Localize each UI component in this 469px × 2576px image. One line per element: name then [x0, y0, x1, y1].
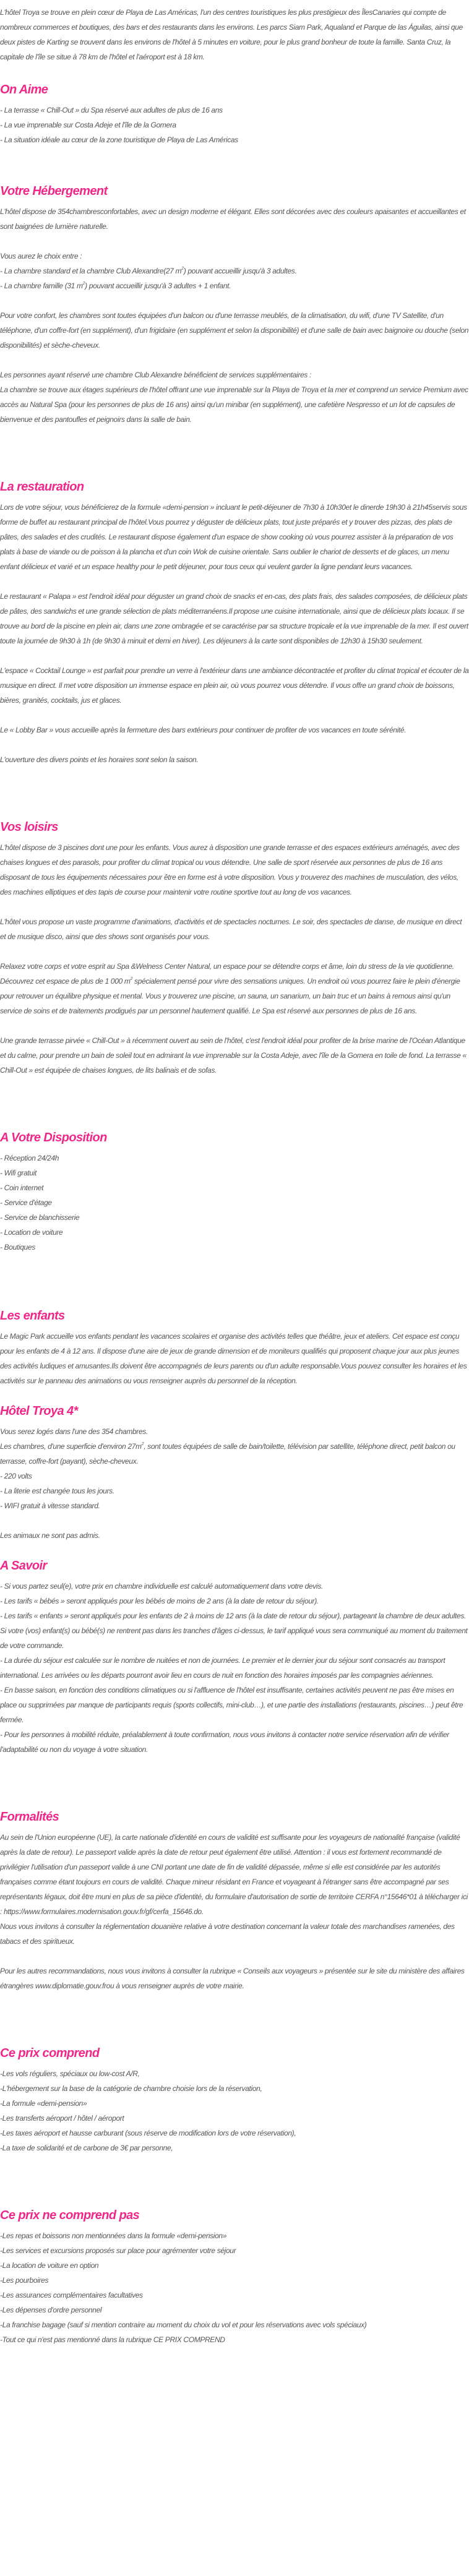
list-item: -Les taxes aéroport et hausse carburant (sous réserve de modification lors de votre réservation), [0, 2129, 296, 2137]
superscript: 2 [130, 977, 133, 981]
list-item: - La terrasse « Chill-Out » du Spa réservé aux adultes de plus de 16 ans [0, 106, 223, 114]
list-item: -Les transferts aéroport / hôtel / aéroport [0, 2114, 124, 2123]
paragraph: - La durée du séjour est calculée sur le nombre de nuitées et non de journées. Le premier et le dernier jour du séjour sont consacrés au transport international. Les arrivées ou les départs pourront avoir lieu en cours de nuit en fonction des horaires imposés par les compagnies aériennes. [0, 1656, 445, 1680]
paragraph: L'hôtel vous propose un vaste programme d'animations, d'activités et de spectacles nocturnes. Le soir, des spectacles de danse, de musique en direct et de musique disco, ainsi que des shows sont organisés pour vous. [0, 917, 462, 941]
list-item: - Boutiques [0, 1243, 35, 1252]
list-item: - Wifi gratuit [0, 1169, 37, 1177]
paragraph: L'ouverture des divers points et les horaires sont selon la saison. [0, 755, 199, 764]
paragraph: L'hôtel dispose de 3 piscines dont une pour les enfants. Vous aurez à disposition une grande terrasse et des espaces extérieurs aménagés, avec des chaises longues et des parasols, pour profiter du climat tropical ou vous détendre. Une salle de sport réservée aux personnes de plus de 16 ans disposant de tous les équipements nécessaires pour être en forme est à votre disposition. Vous y trouverez des machines de musculation, des vélos, des machines elliptiques et des tapis de course pour maintenir votre routine sportive tout au long de vos vacances. [0, 843, 460, 896]
list-item: - Location de voiture [0, 1228, 63, 1237]
disposition-section [0, 1128, 469, 1255]
paragraph: Au sein de l'Union européenne (UE), la carte nationale d'identité en cours de validité est suffisante pour les voyageurs de nationalité française (validité après la date de retour). Le passeport valide après la date de retour peut également être utilisé. Attention : il vous est fortement recommandé de privilégier l'utilisation d'un passeport valide à une CNI portant une date de fin de validité dépassée, même si elle est considérée par les autorités françaises comme étant toujours en cours de validité. Chaque mineur résidant en France et voyageant à l'étranger sans être accompagné par ses représentants légaux, doit être muni en plus de sa pièce d'identité, du formulaire d'autorisation de sortie de territoire CERFA n°15646*01 à télécharger ici : https://www.formulaires.modernisation.gouv.fr/gf/cerfa_15646.do. [0, 1833, 468, 1916]
restauration-section [0, 478, 469, 767]
list-item: -La formule «demi-pension» [0, 2099, 87, 2108]
list-item: - 220 volts [0, 1472, 32, 1480]
paragraph: Pour votre confort, les chambres sont toutes équipées d'un balcon ou d'une terrasse meublés, de la climatisation, du wifi, d'une TV Satellite, d'un téléphone, d'un coffre-fort (en supplément), d'un frigidaire (en supplément et selon la disponibilité) et d'une salle de bain avec baignoire ou douche (selon disponibilités) et sèche-cheveux. [0, 311, 469, 350]
paragraph: L'hôtel dispose de 354chambresconfortables, avec un design moderne et élégant. Elles sont décorées avec des couleurs apaisantes et accueillantes et sont baignées de lumière naturelle. [0, 207, 466, 231]
paragraph: Le Magic Park accueille vos enfants pendant les vacances scolaires et organise des activités telles que théâtre, jeux et ateliers. Cet espace est conçu pour les enfants de 4 à 12 ans. Il dispose d'une aire de jeux de grande dimension et de moniteurs qualifiés qui proposent chaque jour aux plus jeunes des activités ludiques et amusantes.Ils doivent être accompagnés de leurs parents ou d'un adulte responsable.Vous pouvez consulter les horaires et les activités sur le panneau des animations ou vous renseigner auprès du personnel de la réception. [0, 1332, 467, 1385]
list-item [0, 278, 469, 293]
intro-section [0, 0, 469, 64]
prix-comprend-section [0, 2044, 469, 2155]
list-item: -La taxe de solidarité et de carbone de 3€ par personne, [0, 2144, 173, 2152]
list-item: -Les vols réguliers, spéciaux ou low-cost A/R, [0, 2069, 140, 2078]
section-title: A Votre Disposition [0, 1131, 107, 1144]
paragraph: - Les tarifs « bébés » seront appliqués pour les bébés de moins de 2 ans (à la date de retour du séjour). [0, 1597, 319, 1605]
list-item: - Réception 24/24h [0, 1154, 59, 1162]
loisirs-section [0, 818, 469, 1078]
section-title: A Savoir [0, 1559, 47, 1573]
choice-intro: Vous aurez le choix entre : [0, 252, 82, 260]
text: Relaxez votre corps et votre esprit au Spa &Welness Center Natural, un espace pour se détendre corps et âme, loin du stress de la vie quotidienne. Découvrez cet espace de plus de 1 000 m [0, 962, 454, 985]
list-item: - La literie est changée tous les jours. [0, 1487, 114, 1495]
text: , sont toutes équipées de salle de bain/toilette, télévision par satellite, téléphone direct, petit balcon ou terrasse, coffre-fort (payant), sèche-cheveux. [0, 1442, 455, 1466]
list-item: -Les repas et boissons non mentionnées dans la formule «demi-pension» [0, 2231, 227, 2240]
paragraph: Pour les autres recommandations, nous vous invitons à consulter la rubrique « Conseils aux voyageurs » présentée sur le site du ministère des affaires étrangères www.diplomatie.gouv.frou à vous renseigner auprès de votre mairie. [0, 1967, 465, 1990]
superscript: 2 [181, 267, 184, 271]
section-title: Les enfants [0, 1309, 65, 1323]
section-title: On Aime [0, 83, 48, 97]
intro-paragraph: L'hôtel Troya se trouve en plein cœur de Playa de Las Américas, l'un des centres touristiques les plus prestigieux des ÎlesCanaries qui compte de nombreux commerces et boutiques, des bars et des restaurants dans les environs. Les parcs Siam Park, Aqualand et Parque de las Águilas, ainsi que deux pistes de Karting se trouvent dans les environs de l'hôtel à 5 minutes en voiture, pour le plus grand bonheur de toute la famille. Santa Cruz, la capitale de l'île se situe à 78 km de l'hôtel et l'aéroport est à 18 km. [0, 8, 463, 61]
text: Les chambres, d'une superficie d'environ 27m [0, 1442, 142, 1451]
section-title: Hôtel Troya 4* [0, 1404, 78, 1418]
on-aime-section [0, 80, 469, 147]
list-item: - Coin internet [0, 1183, 44, 1192]
list-item: - La situation idéale au cœur de la zone touristique de Playa de Las Américas [0, 135, 238, 144]
list-item: -La franchise bagage (sauf si mention contraire au moment du choix du vol et pour les réservations avec vols spéciaux) [0, 2321, 367, 2329]
section-title: La restauration [0, 480, 84, 494]
list-item: - Service d'étage [0, 1198, 52, 1207]
club-text: La chambre se trouve aux étages supérieurs de l'hôtel offrant une vue imprenable sur la Playa de Troya et la mer et comprend un service Premium avec accès au Natural Spa (pour les personnes de plus de 16 ans) ainsi qu'un minibar (en supplément), une cafetière Nespresso et un lot de capsules de bienvenue et des pantoufles et peignoirs dans la salle de bain. [0, 385, 468, 424]
list-item: -La location de voiture en option [0, 2261, 99, 2270]
club-intro: Les personnes ayant réservé une chambre Club Alexandre bénéficient de services supplémentaires : [0, 371, 311, 379]
text: ) pouvant accueillir jusqu'à 3 adultes + 1 enfant. [85, 281, 231, 290]
hebergement-section [0, 182, 469, 427]
section-title: Vos loisirs [0, 820, 58, 834]
paragraph: Nous vous invitons à consulter la réglementation douanière relative à votre destination concernant la valeur totale des marchandises ramenées, des tabacs et des spiritueux. [0, 1922, 455, 1946]
paragraph: Les animaux ne sont pas admis. [0, 1531, 100, 1540]
text: - La chambre famille (31 m [0, 281, 83, 290]
paragraph: L'espace « Cocktail Lounge » est parfait pour prendre un verre à l'extérieur dans une ambiance décontractée et profiter du climat tropical et écouter de la musique en direct. Il met votre disposition un immense espace en plein air, où vous pourrez vous détendre. Il vous offre un grand choix de boissons, bières, granités, cocktails, jus et glaces. [0, 666, 469, 705]
paragraph [0, 1439, 469, 1469]
list-item: - WIFI gratuit à vitesse standard. [0, 1501, 100, 1510]
prix-ne-comprend-pas-section [0, 2206, 469, 2359]
list-item: -Les pourboires [0, 2276, 49, 2285]
list-item: -Les assurances complémentaires facultatives [0, 2291, 143, 2299]
paragraph [0, 959, 469, 1018]
list-item: - La vue imprenable sur Costa Adeje et l'île de la Gomera [0, 121, 176, 129]
list-item [0, 264, 469, 278]
formalites-section [0, 1808, 469, 1993]
section-title: Formalités [0, 1810, 59, 1824]
list-item: -Tout ce qui n'est pas mentionné dans la rubrique CE PRIX COMPREND [0, 2335, 225, 2344]
paragraph: - Pour les personnes à mobilité réduite, préalablement à toute confirmation, nous vous invitons à contacter notre service réservation afin de vérifier l'adaptabilité ou non du voyage à votre situation. [0, 1730, 449, 1754]
paragraph [0, 249, 469, 293]
paragraph: - En basse saison, en fonction des conditions climatiques ou si l'affluence de l'hôtel est insuffisante, certaines activités peuvent ne pas être mises en place ou supprimées par manque de participants requis (sports collectifs, mini-club…), et une partie des installations (restaurants, piscines…) peut être fermée. [0, 1686, 463, 1724]
list-item: -L'hébergement sur la base de la catégorie de chambre choisie lors de la réservation, [0, 2084, 262, 2093]
paragraph: Le restaurant « Palapa » est l'endroit idéal pour déguster un grand choix de snacks et en-cas, des plats frais, des salades composées, de délicieux plats de pâtes, des sandwichs et une grande sélection de plats méditerranéens.Il propose une cuisine internationale, ainsi que de délicieux plats locaux. Il se trouve au bord de la piscine en plein air, dans une zone ombragée et se caractérise par sa structure tropicale et la vue imprenable de la mer. Il est ouvert toute la journée de 9h30 à 1h (de 9h30 à minuit et demi en hiver). Les déjeuners à la carte sont disponibles de 12h30 à 15h30 seulement. [0, 592, 468, 645]
paragraph: - Si vous partez seul(e), votre prix en chambre individuelle est calculé automatiquement dans votre devis. [0, 1582, 323, 1591]
superscript: 2 [82, 281, 85, 286]
line: Vous serez logés dans l'une des 354 chambres. [0, 1427, 148, 1436]
text: - La chambre standard et la chambre Club Alexandre(27 m [0, 267, 182, 275]
paragraph: Si votre (vos) enfant(s) ou bébé(s) ne rentrent pas dans les tranches d'âges ci-dessus, le tarif appliqué vous sera communiqué au moment du traitement de votre commande. [0, 1626, 468, 1650]
paragraph: Lors de votre séjour, vous bénéficierez de la formule «demi-pension » incluant le petit-déjeuner de 7h30 à 10h30et le dinerde 19h30 à 21h45servis sous forme de buffet au restaurant principal de l'hôtel.Vous pourrez y déguster de délicieux plats, tout juste préparés et y trouver des pizzas, des plats de pâtes, des salades et des crudités. Le restaurant dispose également d'un espace de show cooking où vous pourrez assister à la préparation de vos plats à base de viande ou de poisson à la plancha et d'un coin Wok de cuisine orientale. Sans oublier le chariot de desserts et de glaces, un menu enfant délicieux et varié et un espace healthy pour le petit déjeuner, pour tous ceux qui veulent garder la ligne pendant leurs vacances. [0, 503, 467, 571]
paragraph: Le « Lobby Bar » vous accueille après la fermeture des bars extérieurs pour continuer de profiter de vos vacances en toute sérénité. [0, 726, 407, 734]
list-item: -Les services et excursions proposés sur place pour agrémenter votre séjour [0, 2246, 236, 2255]
text: spécialement pensé pour vivre des sensations uniques. Un endroit où vous pourrez faire le plein d'énergie pour retrouver un équilibre physique et mental. Vous y trouverez une piscine, un sauna, un sanarium, un bain truc et un bains à remous ainsi qu'un service de soins et de traitements prodigués par un personnel hautement qualifié. Le Spa est réservé aux personnes de plus de 16 ans. [0, 977, 460, 1015]
list-item: -Les dépenses d'ordre personnel [0, 2306, 102, 2314]
paragraph [0, 367, 469, 427]
savoir-section [0, 1556, 469, 1757]
section-title: Ce prix comprend [0, 2046, 100, 2060]
enfants-section [0, 1307, 469, 1388]
paragraph: - Les tarifs « enfants » seront appliqués pour les enfants de 2 à moins de 12 ans (à la date de retour du séjour), partageant la chambre de deux adultes. [0, 1612, 466, 1620]
section-title: Votre Hébergement [0, 184, 108, 198]
section-title: Ce prix ne comprend pas [0, 2209, 140, 2222]
text: ) pouvant accueillir jusqu'à 3 adultes. [183, 267, 297, 275]
hotel-section [0, 1402, 469, 1543]
paragraph: Une grande terrasse pirvée « Chill-Out » à récemment ouvert au sein de l'hôtel, c'est l'endroit idéal pour profiter de la brise marine de l'Océan Atlantique et du calme, pour prendre un bain de soleil tout en admirant la vue imprenable sur la Costa Adeje, avec l'île de la Gomera en toile de fond. La terrasse « Chill-Out » est équipée de chaises longues, de lits balinais et de sofas. [0, 1036, 467, 1075]
superscript: 2 [141, 1442, 144, 1446]
list-item: - Service de blanchisserie [0, 1213, 80, 1222]
